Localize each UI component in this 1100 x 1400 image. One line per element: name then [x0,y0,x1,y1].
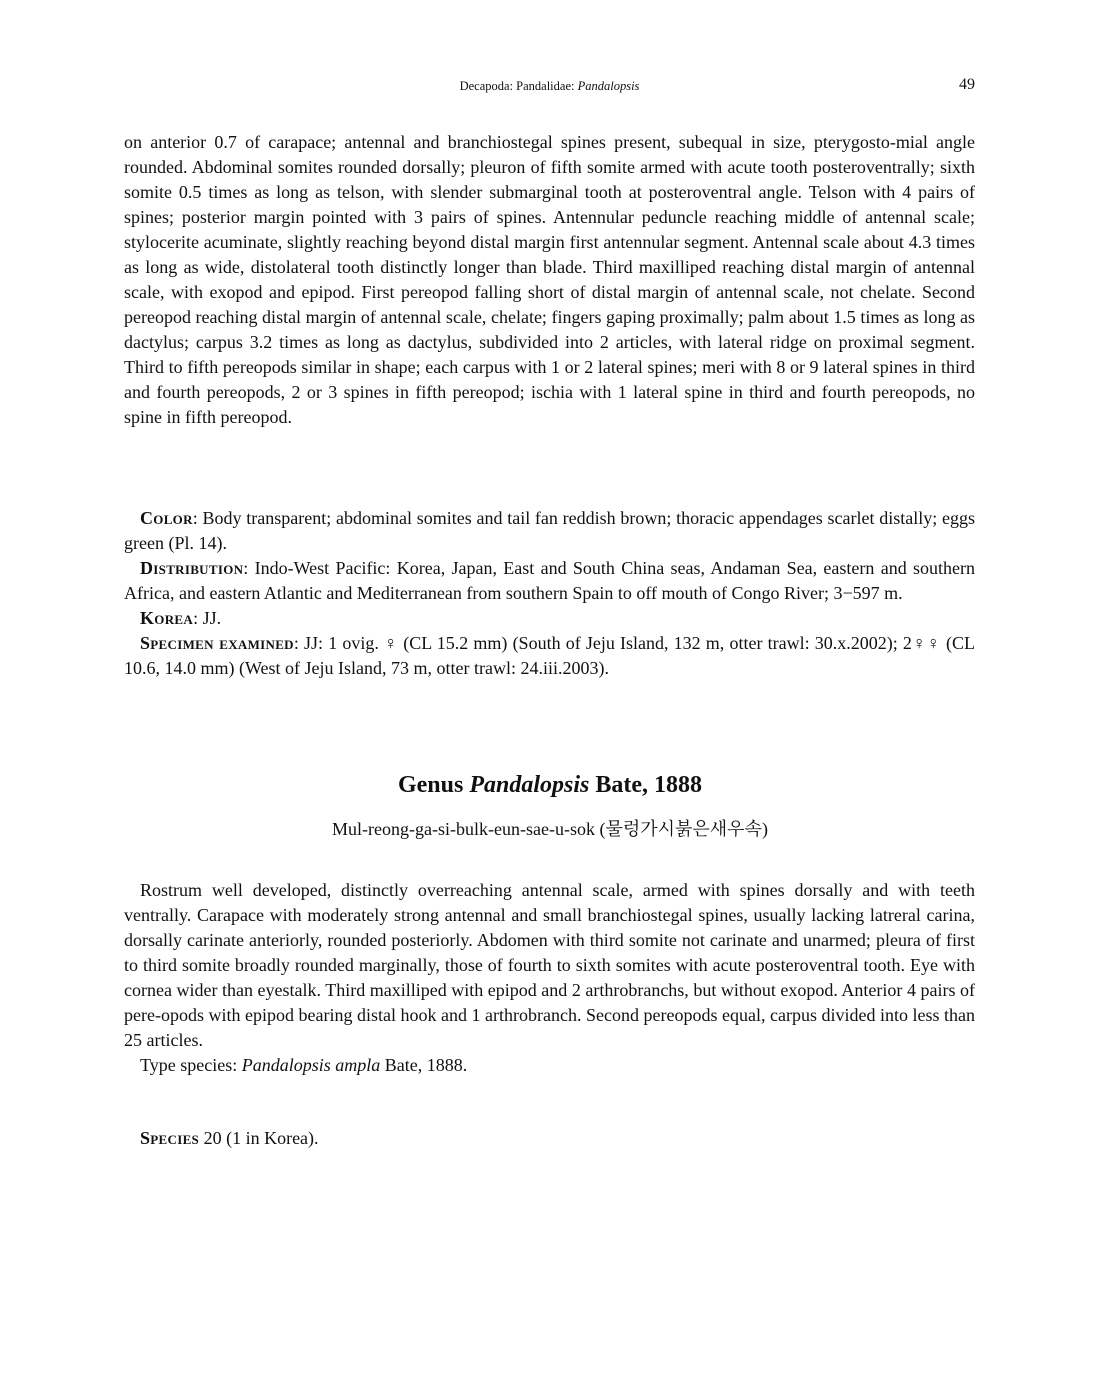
specimen-label: Specimen examined [140,633,294,653]
color-text: : Body transparent; abdominal somites and tail fan reddish brown; thoracic appendages scarlet distally; eggs green (Pl. 14). [124,508,975,553]
korea-text: : JJ. [193,608,222,628]
genus-heading [0,772,1100,799]
color-label: Color [140,508,193,528]
genus-title-suffix: Bate, 1888 [589,772,703,798]
genus-title-prefix: Genus [397,772,470,798]
page-header [124,76,975,98]
genus-description [124,878,975,1078]
running-head-prefix: Decapoda: Pandalidae: [459,79,578,93]
page-number: 49 [959,76,975,93]
notes-section [124,506,975,681]
genus-title-name: Pandalopsis [469,772,590,798]
species-text: 20 (1 in Korea). [199,1128,319,1148]
species-label: Species [140,1128,200,1148]
color-note [124,506,975,556]
specimen-text: : JJ: 1 ovig. ♀ (CL 15.2 mm) (South of Jeju Island, 132 m, otter trawl: 30.x.2002); 2♀♀ (CL 10.6, 14.0 mm) (West of Jeju Island, 73 m, otter trawl: 24.iii.2003). [124,633,975,678]
type-species-name: Pandalopsis ampla [241,1055,381,1075]
type-species-line [124,1053,975,1078]
distribution-label: Distribution [140,558,244,578]
distribution-note [124,556,975,606]
specimen-note [124,631,975,681]
type-species-label: Type species: [140,1055,242,1075]
korea-note [124,606,975,631]
korea-label: Korea [140,608,194,628]
running-head-genus: Pandalopsis [577,79,640,93]
genus-korean-name: Mul-reong-ga-si-bulk-eun-sae-u-sok (물렁가시붉은새우속) [332,819,768,839]
running-head [124,79,975,94]
genus-description-text: Rostrum well developed, distinctly overreaching antennal scale, armed with spines dorsally and with teeth ventrally. Carapace with moderately strong antennal and small branchiostegal spines, usually lacking latreral carina, dorsally carinate anteriorly, rounded posteriorly. Abdomen with third somite not carinate and unarmed; pleura of first to third somite broadly rounded marginally, those of fourth to sixth somites with acute posteroventral tooth. Eye with cornea wider than eyestalk. Third maxilliped with epipod and 2 arthrobranchs, but without exopod. Anterior 4 pairs of pere-opods with epipod bearing distal hook and 1 arthrobranch. Second pereopods equal, carpus divided into less than 25 articles. [124,880,975,1050]
type-species-author: Bate, 1888. [380,1055,468,1075]
species-count [140,1128,319,1149]
continuation-paragraph: on anterior 0.7 of carapace; antennal and branchiostegal spines present, subequal in size, pterygosto-mial angle rounded. Abdominal somites rounded dorsally; pleuron of fifth somite armed with acute tooth posteroventrally; sixth somite 0.5 times as long as telson, with slender submarginal tooth at posteroventral angle. Telson with 4 pairs of spines; posterior margin pointed with 3 pairs of spines. Antennular peduncle reaching middle of antennal scale; stylocerite acuminate, slightly reaching beyond distal margin first antennular segment. Antennal scale about 4.3 times as long as wide, distolateral tooth distinctly longer than blade. Third maxilliped reaching distal margin of antennal scale, with exopod and epipod. First pereopod falling short of distal margin of antennal scale, not chelate. Second pereopod reaching distal margin of antennal scale, chelate; fingers gaping proximally; palm about 1.5 times as long as dactylus; carpus 3.2 times as long as dactylus, subdivided into 2 articles, with lateral ridge on proximal segment. Third to fifth pereopods similar in shape; each carpus with 1 or 2 lateral spines; meri with 8 or 9 lateral spines in third and fourth pereopods, 2 or 3 spines in fifth pereopod; ischia with 1 lateral spine in third and fourth pereopods, no spine in fifth pereopod. [124,132,975,427]
distribution-text: : Indo-West Pacific: Korea, Japan, East and South China seas, Andaman Sea, eastern and southern Africa, and eastern Atlantic and Mediterranean from southern Spain to off mouth of Congo River; 3−597 m. [124,558,975,603]
